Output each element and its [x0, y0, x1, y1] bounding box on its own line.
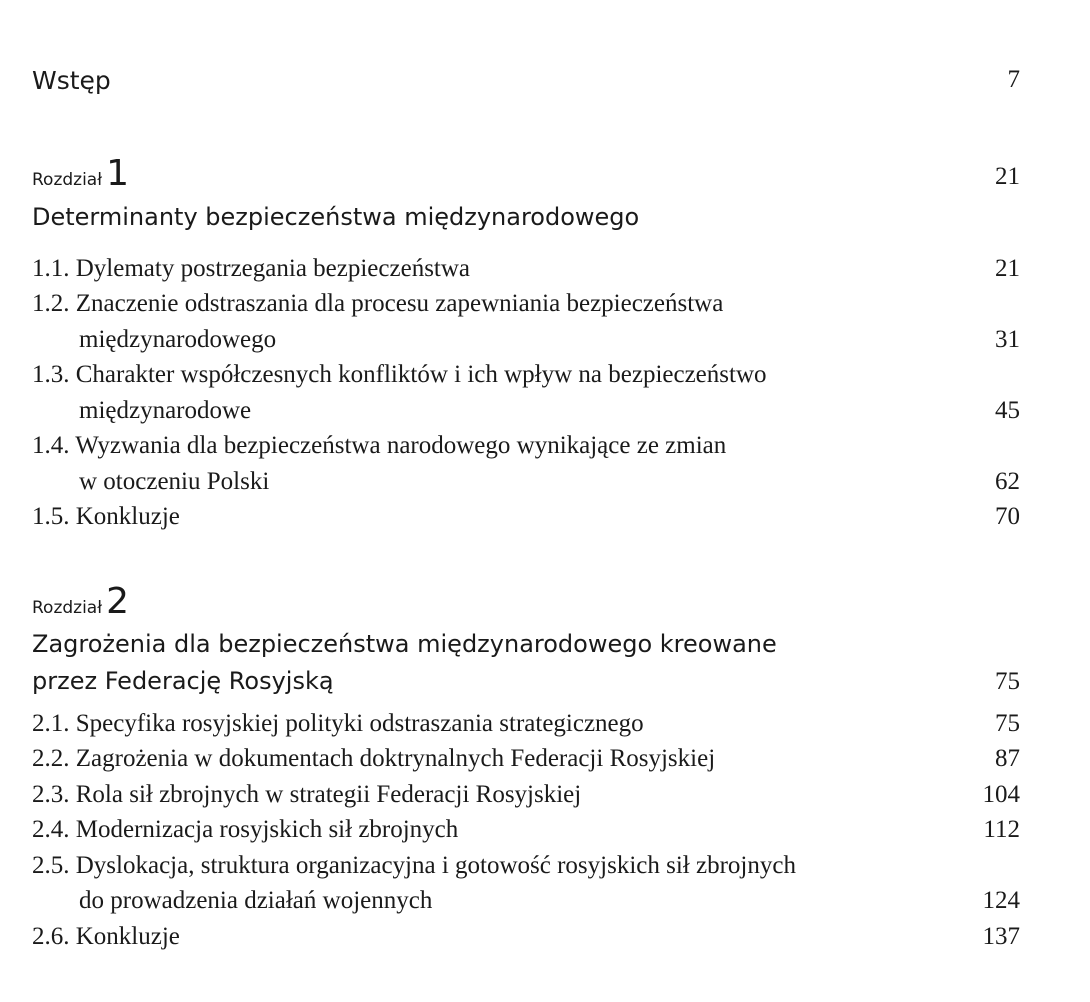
section-1-5: 1.5. Konkluzje — [32, 503, 180, 530]
section-1-1-page: 21 — [995, 255, 1020, 282]
chapter-2-title-line-2: przez Federację Rosyjską — [32, 667, 334, 695]
section-2-6-page: 137 — [982, 923, 1020, 950]
chapter-1-title: Determinanty bezpieczeństwa międzynarodowego — [32, 203, 640, 231]
section-1-5-page: 70 — [995, 503, 1020, 530]
section-1-2: 1.2. Znaczenie odstraszania dla procesu zapewniania bezpieczeństwa — [32, 290, 724, 317]
section-2-3: 2.3. Rola sił zbrojnych w strategii Federacji Rosyjskiej — [32, 781, 582, 808]
section-2-5: 2.5. Dyslokacja, struktura organizacyjna i gotowość rosyjskich sił zbrojnych — [32, 852, 796, 879]
section-2-5-cont: do prowadzenia działań wojennych — [79, 887, 433, 914]
section-2-4: 2.4. Modernizacja rosyjskich sił zbrojnych — [32, 816, 459, 843]
section-2-2-page: 87 — [995, 745, 1020, 772]
section-2-1: 2.1. Specyfika rosyjskiej polityki odstraszania strategicznego — [32, 710, 644, 737]
chapter-1-label: Rozdział — [32, 170, 103, 190]
section-1-3-page: 45 — [995, 397, 1020, 424]
chapter-1-label-group — [32, 153, 129, 194]
chapter-2-label: Rozdział — [32, 598, 103, 618]
chapter-2-label-group — [32, 581, 129, 622]
chapter-1-page: 21 — [995, 163, 1020, 190]
section-1-2-cont: międzynarodowego — [79, 326, 277, 353]
intro-title: Wstęp — [32, 66, 111, 95]
section-1-3: 1.3. Charakter współczesnych konfliktów i ich wpływ na bezpieczeństwo — [32, 361, 767, 388]
section-2-6: 2.6. Konkluzje — [32, 923, 180, 950]
section-2-3-page: 104 — [982, 781, 1020, 808]
chapter-2-number: 2 — [106, 581, 129, 622]
section-2-5-page: 124 — [982, 887, 1020, 914]
section-2-1-page: 75 — [995, 710, 1020, 737]
section-1-4-page: 62 — [995, 468, 1020, 495]
chapter-2-title-line-1: Zagrożenia dla bezpieczeństwa międzynarodowego kreowane — [32, 630, 777, 658]
section-1-4: 1.4. Wyzwania dla bezpieczeństwa narodowego wynikające ze zmian — [32, 432, 727, 459]
section-1-3-cont: międzynarodowe — [79, 397, 252, 424]
intro-page: 7 — [1007, 66, 1020, 93]
section-2-2: 2.2. Zagrożenia w dokumentach doktrynalnych Federacji Rosyjskiej — [32, 745, 716, 772]
section-2-4-page: 112 — [983, 816, 1020, 843]
chapter-2-page: 75 — [995, 668, 1020, 695]
section-1-4-cont: w otoczeniu Polski — [79, 468, 270, 495]
section-1-1: 1.1. Dylematy postrzegania bezpieczeństwa — [32, 255, 471, 282]
section-1-2-page: 31 — [995, 326, 1020, 353]
chapter-1-number: 1 — [106, 153, 129, 194]
